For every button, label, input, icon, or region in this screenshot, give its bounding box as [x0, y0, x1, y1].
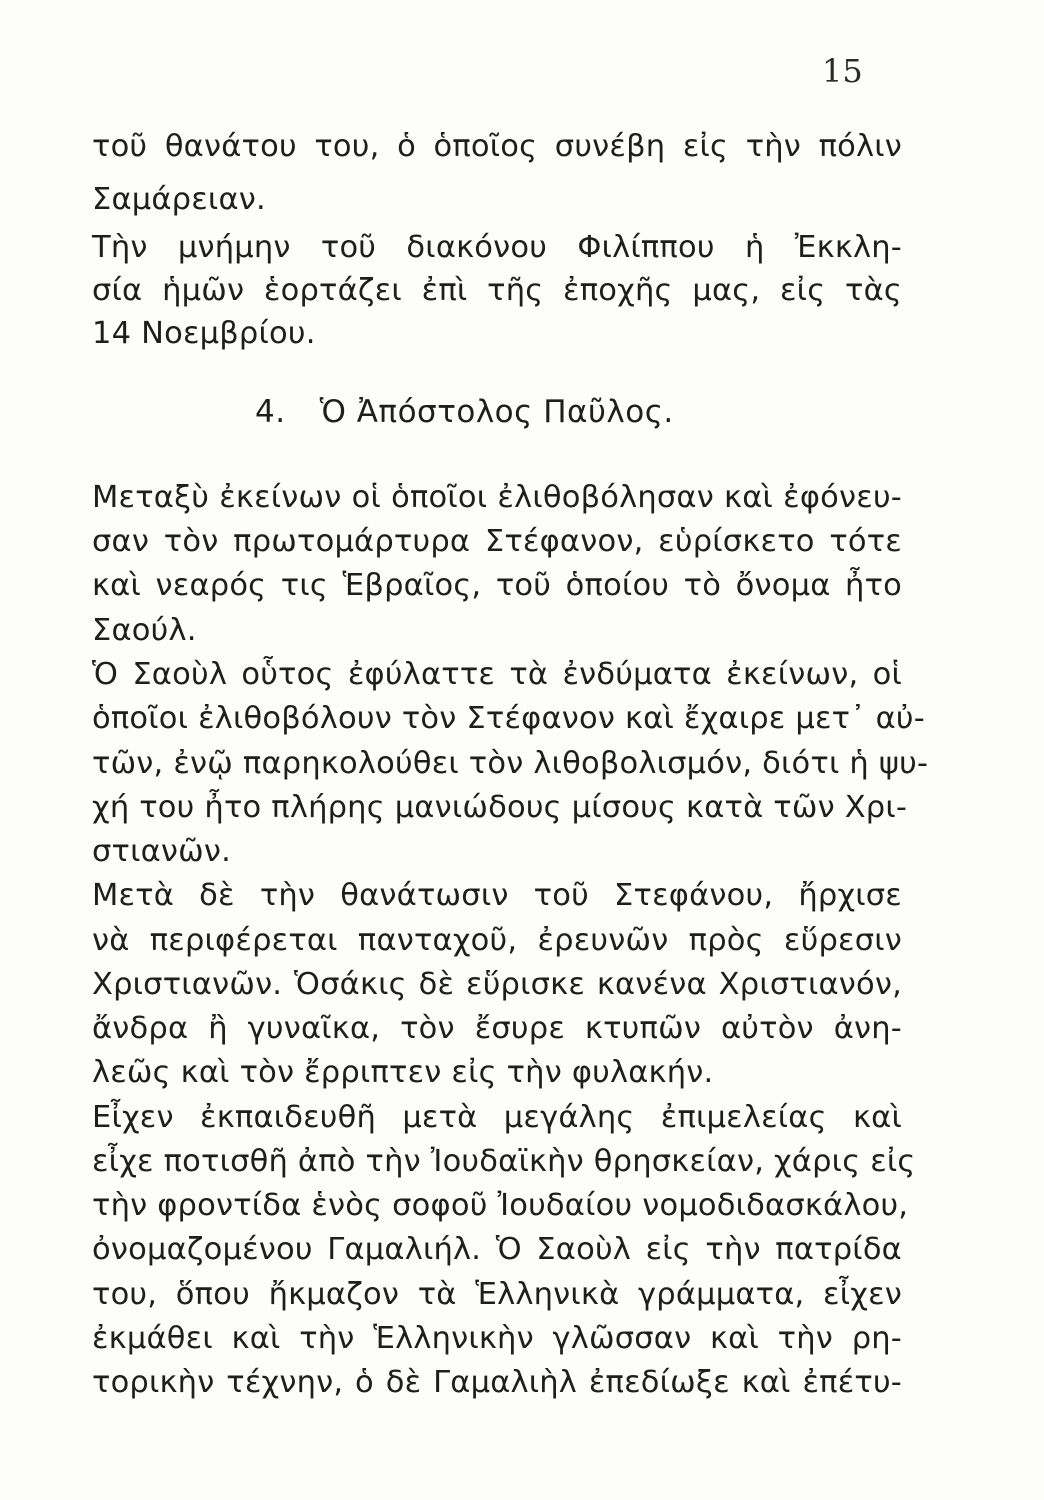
text-line: τὴν φροντίδα ἑνὸς σοφοῦ Ἰουδαίου νομοδιδασκάλου, [92, 1188, 909, 1223]
text-line: λεῶς καὶ τὸν ἔρριπτεν εἰς τὴν φυλακήν. [92, 1055, 714, 1090]
text-line: καὶ νεαρός τις Ἑβραῖος, τοῦ ὁποίου τὸ ὄνομα ἦτο [92, 568, 902, 603]
text-line: τῶν, ἐνῷ παρηκολούθει τὸν λιθοβολισμόν, διότι ἡ ψυ- [92, 746, 929, 781]
text-line: Σαμάρειαν. [92, 182, 266, 217]
text-line: ὀνομαζομένου Γαμαλιήλ. Ὁ Σαοὺλ εἰς τὴν πατρίδα [92, 1232, 902, 1267]
text-line: τορικὴν τέχνην, ὁ δὲ Γαμαλιὴλ ἐπεδίωξε καὶ ἐπέτυ- [92, 1365, 902, 1400]
text-line: Τὴν μνήμην τοῦ διακόνου Φιλίππου ἡ Ἐκκλη- [92, 230, 902, 265]
text-line: ἐκμάθει καὶ τὴν Ἑλληνικὴν γλῶσσαν καὶ τὴν ρη- [92, 1321, 902, 1356]
text-line: του, ὅπου ἤκμαζον τὰ Ἑλληνικὰ γράμματα, εἶχεν [92, 1277, 902, 1312]
text-line: 14 Νοεμβρίου. [92, 316, 316, 351]
section-title: Ὁ Ἀπόστολος Παῦλος. [319, 394, 674, 430]
section-heading [255, 392, 674, 432]
text-line: Ὁ Σαοὺλ οὗτος ἐφύλαττε τὰ ἐνδύματα ἐκείνων, οἱ [92, 657, 902, 692]
text-line: Εἶχεν ἐκπαιδευθῆ μετὰ μεγάλης ἐπιμελείας καὶ [92, 1100, 902, 1135]
text-line: χή του ἦτο πλήρης μανιώδους μίσους κατὰ τῶν Χρι- [92, 790, 908, 825]
text-line: ὁποῖοι ἐλιθοβόλουν τὸν Στέφανον καὶ ἔχαιρε μετ᾿ αὐ- [92, 701, 925, 736]
section-number: 4. [255, 394, 286, 430]
text-line: εἶχε ποτισθῆ ἀπὸ τὴν Ἰουδαϊκὴν θρησκείαν, χάρις εἰς [92, 1144, 916, 1179]
text-line: νὰ περιφέρεται πανταχοῦ, ἐρευνῶν πρὸς εὕρεσιν [92, 923, 902, 958]
text-line: ἄνδρα ἢ γυναῖκα, τὸν ἔσυρε κτυπῶν αὐτὸν ἀνη- [92, 1011, 902, 1046]
text-line: σία ἡμῶν ἑορτάζει ἐπὶ τῆς ἐποχῆς μας, εἰς τὰς [92, 273, 902, 308]
text-line: Χριστιανῶν. Ὁσάκις δὲ εὕρισκε κανένα Χριστιανόν, [92, 967, 902, 1002]
text-line: στιανῶν. [92, 834, 232, 869]
text-line: τοῦ θανάτου του, ὁ ὁποῖος συνέβη εἰς τὴν πόλιν [92, 129, 902, 164]
text-line: σαν τὸν πρωτομάρτυρα Στέφανον, εὑρίσκετο τότε [92, 524, 902, 559]
text-line: Μεταξὺ ἐκείνων οἱ ὁποῖοι ἐλιθοβόλησαν καὶ ἐφόνευ- [92, 480, 902, 515]
text-line: Σαούλ. [92, 613, 197, 648]
page-number: 15 [822, 52, 863, 90]
text-line: Μετὰ δὲ τὴν θανάτωσιν τοῦ Στεφάνου, ἤρχισε [92, 878, 902, 913]
